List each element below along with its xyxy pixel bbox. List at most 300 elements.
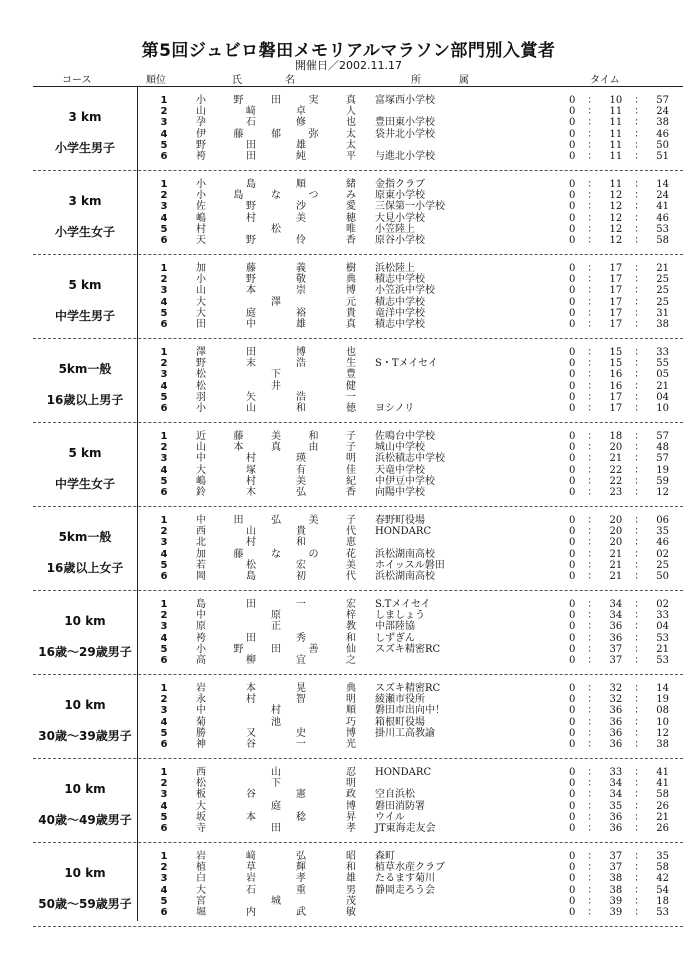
result-row: [33, 644, 683, 655]
affiliation-cell: 佐鳴台中学校: [375, 431, 435, 442]
column-header: [0, 71, 697, 85]
category-section: [33, 507, 683, 591]
affiliation-cell: 向陽中学校: [375, 487, 425, 498]
result-row: [33, 571, 683, 582]
rank-cell: 3: [160, 369, 168, 381]
rank-cell: 1: [160, 179, 168, 190]
rank-cell: 5: [160, 139, 168, 151]
rank-cell: 1: [160, 515, 168, 526]
name-cell: 西 山 忍: [196, 767, 356, 778]
category-group: 16歳以上男子: [46, 393, 124, 407]
name-cell: 中 原 梓: [196, 610, 356, 622]
affiliation-cell: 春野町役場: [375, 515, 425, 526]
affiliation-cell: S.Tメイセイ: [375, 599, 431, 610]
affiliation-cell: 掛川工高教諭: [375, 727, 435, 739]
name-cell: 若 松 宏 美: [196, 559, 356, 571]
time-cell: 0：38：42: [569, 873, 669, 885]
time-cell: 0：20：46: [569, 537, 669, 549]
category-distance: 3 km: [68, 194, 102, 208]
name-cell: 山 本 真 由 子: [196, 442, 356, 454]
rank-cell: 1: [160, 683, 168, 694]
result-row: [33, 599, 683, 610]
rank-cell: 4: [160, 548, 168, 560]
time-cell: 0：23：12: [569, 487, 669, 498]
result-row: [33, 560, 683, 571]
name-cell: 小 島 な つ み: [196, 190, 356, 202]
category-section: [33, 759, 683, 843]
category-group: 小学生女子: [54, 225, 115, 239]
result-row: [33, 235, 683, 246]
result-row: [33, 610, 683, 621]
affiliation-cell: JT東海走友会: [375, 823, 436, 834]
affiliation-cell: 磐田市出向中！: [375, 705, 445, 717]
category-distance: 5 km: [68, 278, 102, 292]
header-name-2: 名: [285, 75, 295, 86]
time-cell: 0：36：10: [569, 716, 669, 728]
rank-cell: 6: [160, 235, 168, 246]
affiliation-cell: 浜松湖南高校: [375, 548, 435, 560]
time-cell: 0：38：54: [569, 884, 669, 896]
time-cell: 0：18：57: [569, 431, 669, 442]
rank-cell: 3: [160, 201, 168, 213]
time-cell: 0：36：08: [569, 705, 669, 717]
rank-cell: 2: [160, 778, 168, 790]
time-cell: 0：37：53: [569, 655, 669, 666]
time-cell: 0：20：48: [569, 442, 669, 454]
name-cell: 野 田 雄 太: [196, 139, 356, 151]
time-cell: 0：15：33: [569, 347, 669, 358]
name-cell: 堀 内 武 敏: [196, 907, 356, 918]
result-row: [33, 403, 683, 414]
name-cell: 大 庭 裕 貴: [196, 307, 356, 319]
rank-cell: 2: [160, 442, 168, 454]
rank-cell: 3: [160, 705, 168, 717]
header-rank: 順位: [146, 75, 166, 86]
time-cell: 0：36：26: [569, 823, 669, 834]
time-cell: 0：39：53: [569, 907, 669, 918]
affiliation-cell: スズキ精密RC: [375, 643, 441, 655]
name-cell: 永 村 智 明: [196, 694, 356, 706]
affiliation-cell: しずぎん: [375, 632, 415, 644]
category-group: 50歳～59歳男子: [38, 897, 132, 911]
result-row: [33, 633, 683, 644]
rank-cell: 4: [160, 128, 168, 140]
rank-cell: 1: [160, 599, 168, 610]
name-cell: 近 藤 美 和 子: [196, 431, 356, 442]
time-cell: 0：34：02: [569, 599, 669, 610]
affiliation-cell: 豊田東小学校: [375, 117, 435, 129]
category-distance: 5km一般: [58, 530, 112, 544]
rank-cell: 4: [160, 464, 168, 476]
time-cell: 0：36：53: [569, 632, 669, 644]
rank-cell: 2: [160, 862, 168, 874]
result-row: [33, 683, 683, 694]
name-cell: 中 田 弘 美 子: [196, 515, 356, 526]
name-cell: 澤 田 博 也: [196, 347, 356, 358]
affiliation-cell: 積志中学校: [375, 274, 425, 286]
time-cell: 0：10：57: [569, 95, 669, 106]
category-group: 中学生男子: [54, 309, 115, 323]
affiliation-cell: HONDARC: [375, 767, 432, 778]
category-distance: 10 km: [64, 614, 106, 628]
result-row: [33, 285, 683, 296]
name-cell: 天 野 伶 香: [196, 235, 356, 246]
time-cell: 0：17：21: [569, 263, 669, 274]
category-section: [33, 423, 683, 507]
rank-cell: 2: [160, 358, 168, 370]
result-row: [33, 907, 683, 918]
event-date: 開催日／2002.11.17: [295, 59, 402, 72]
name-cell: 原 正 教: [196, 621, 356, 633]
name-cell: 野 末 浩 生: [196, 358, 356, 370]
name-cell: 大 塚 有 佳: [196, 464, 356, 476]
rank-cell: 6: [160, 319, 168, 330]
result-row: [33, 885, 683, 896]
affiliation-cell: 与進北小学校: [375, 151, 435, 162]
time-cell: 0：17：25: [569, 285, 669, 297]
name-cell: 佐 野 沙 愛: [196, 201, 356, 213]
time-cell: 0：20：35: [569, 526, 669, 538]
name-cell: 嶋 村 美 穂: [196, 212, 356, 224]
name-cell: 加 藤 な の 花: [196, 548, 356, 560]
name-cell: 坂 本 稔 昇: [196, 811, 356, 823]
rank-cell: 4: [160, 884, 168, 896]
header-time: タイム: [590, 75, 620, 86]
result-row: [33, 694, 683, 705]
name-cell: 小 野 敬 典: [196, 274, 356, 286]
rank-cell: 6: [160, 151, 168, 162]
result-row: [33, 621, 683, 632]
time-cell: 0：32：19: [569, 694, 669, 706]
result-row: [33, 767, 683, 778]
rank-cell: 1: [160, 347, 168, 358]
time-cell: 0：36：38: [569, 739, 669, 750]
affiliation-cell: 静岡走ろう会: [375, 884, 435, 896]
time-cell: 0：12：53: [569, 223, 669, 235]
rank-cell: 3: [160, 285, 168, 297]
rank-cell: 4: [160, 716, 168, 728]
affiliation-cell: しましょう: [375, 610, 425, 622]
time-cell: 0：11：38: [569, 117, 669, 129]
result-row: [33, 823, 683, 834]
name-cell: 山 本 崇 博: [196, 285, 356, 297]
time-cell: 0：21：50: [569, 571, 669, 582]
time-cell: 0：22：59: [569, 475, 669, 487]
name-cell: 加 藤 義 樹: [196, 263, 356, 274]
header-name-1: 氏: [232, 75, 242, 86]
time-cell: 0：35：26: [569, 800, 669, 812]
name-cell: 菊 池 巧: [196, 716, 356, 728]
category-group: 40歳～49歳男子: [38, 813, 132, 827]
category-distance: 10 km: [64, 698, 106, 712]
result-row: [33, 117, 683, 128]
time-cell: 0：33：41: [569, 767, 669, 778]
page-title: 第5回ジュビロ磐田メモリアルマラソン部門別入賞者: [141, 41, 556, 61]
header-affiliation-1: 所: [411, 75, 421, 86]
time-cell: 0：34：33: [569, 610, 669, 622]
name-cell: 神 谷 一 光: [196, 739, 356, 750]
category-section: [33, 843, 683, 927]
result-row: [33, 129, 683, 140]
affiliation-cell: 中部陸協: [375, 621, 415, 633]
rank-cell: 5: [160, 223, 168, 235]
time-cell: 0：21：57: [569, 453, 669, 465]
result-row: [33, 442, 683, 453]
affiliation-cell: HONDARC: [375, 526, 432, 538]
name-cell: 板 谷 憲 政: [196, 789, 356, 801]
rank-cell: 4: [160, 800, 168, 812]
time-cell: 0：21：25: [569, 559, 669, 571]
affiliation-cell: 浜松湖南高校: [375, 571, 435, 582]
result-row: [33, 705, 683, 716]
affiliation-cell: 磐田消防署: [375, 800, 425, 812]
time-cell: 0：11：46: [569, 128, 669, 140]
time-cell: 0：20：06: [569, 515, 669, 526]
result-row: [33, 465, 683, 476]
affiliation-cell: 大見小学校: [375, 212, 425, 224]
name-cell: 白 岩 孝 雄: [196, 873, 356, 885]
name-cell: 西 山 貴 代: [196, 526, 356, 538]
rank-cell: 3: [160, 789, 168, 801]
time-cell: 0：21：02: [569, 548, 669, 560]
category-distance: 3 km: [68, 110, 102, 124]
result-row: [33, 549, 683, 560]
name-cell: 寺 田 孝: [196, 823, 356, 834]
category-group: 16歳～29歳男子: [38, 645, 132, 659]
time-cell: 0：16：05: [569, 369, 669, 381]
name-cell: 島 田 一 宏: [196, 599, 356, 610]
time-cell: 0：32：14: [569, 683, 669, 694]
rank-cell: 6: [160, 487, 168, 498]
time-cell: 0：12：46: [569, 212, 669, 224]
category-distance: 5 km: [68, 446, 102, 460]
rank-cell: 1: [160, 95, 168, 106]
result-row: [33, 476, 683, 487]
affiliation-cell: 袋井北小学校: [375, 128, 435, 140]
time-cell: 0：22：19: [569, 464, 669, 476]
result-row: [33, 453, 683, 464]
rank-cell: 3: [160, 117, 168, 129]
category-group: 小学生男子: [54, 141, 115, 155]
header-affiliation-2: 属: [459, 75, 469, 86]
category-distance: 10 km: [64, 866, 106, 880]
time-cell: 0：11：14: [569, 179, 669, 190]
result-row: [33, 655, 683, 666]
rank-cell: 5: [160, 643, 168, 655]
affiliation-cell: ヨシノリ: [375, 403, 415, 414]
result-row: [33, 862, 683, 873]
time-cell: 0：11：51: [569, 151, 669, 162]
result-row: [33, 526, 683, 537]
rank-cell: 3: [160, 453, 168, 465]
result-row: [33, 308, 683, 319]
time-cell: 0：17：04: [569, 391, 669, 403]
time-cell: 0：17：25: [569, 274, 669, 286]
name-cell: 岩 﨑 弘 昭: [196, 851, 356, 862]
name-cell: 岩 本 晃 典: [196, 683, 356, 694]
result-row: [33, 140, 683, 151]
rank-cell: 6: [160, 823, 168, 834]
time-cell: 0：34：41: [569, 778, 669, 790]
affiliation-cell: ホイッスル磐田: [375, 559, 445, 571]
time-cell: 0：17：25: [569, 296, 669, 308]
name-cell: 村 松 唯: [196, 223, 356, 235]
name-cell: 岡 島 初 代: [196, 571, 356, 582]
category-group: 中学生女子: [54, 477, 115, 491]
result-row: [33, 347, 683, 358]
result-row: [33, 263, 683, 274]
result-row: [33, 358, 683, 369]
result-row: [33, 537, 683, 548]
affiliation-cell: 原東小学校: [375, 190, 425, 202]
category-section: [33, 171, 683, 255]
result-row: [33, 297, 683, 308]
time-cell: 0：39：18: [569, 895, 669, 907]
result-row: [33, 801, 683, 812]
rank-cell: 6: [160, 655, 168, 666]
category-section: [33, 591, 683, 675]
time-cell: 0：12：58: [569, 235, 669, 246]
name-cell: 小 山 和 徳: [196, 403, 356, 414]
time-cell: 0：17：10: [569, 403, 669, 414]
rank-cell: 1: [160, 431, 168, 442]
rank-cell: 3: [160, 537, 168, 549]
rank-cell: 5: [160, 895, 168, 907]
affiliation-cell: 小笠陸上: [375, 223, 415, 235]
affiliation-cell: 植草水産クラブ: [375, 862, 445, 874]
rank-cell: 3: [160, 621, 168, 633]
result-row: [33, 431, 683, 442]
time-cell: 0：36：04: [569, 621, 669, 633]
rank-cell: 5: [160, 811, 168, 823]
header-course: コース: [62, 75, 92, 86]
affiliation-cell: 金指クラブ: [375, 179, 425, 190]
result-row: [33, 95, 683, 106]
time-cell: 0：36：12: [569, 727, 669, 739]
rank-cell: 6: [160, 571, 168, 582]
rank-cell: 5: [160, 391, 168, 403]
result-row: [33, 274, 683, 285]
rank-cell: 1: [160, 851, 168, 862]
result-row: [33, 392, 683, 403]
category-group: 16歳以上女子: [46, 561, 124, 575]
result-row: [33, 812, 683, 823]
time-cell: 0：17：31: [569, 307, 669, 319]
result-row: [33, 179, 683, 190]
category-section: [33, 255, 683, 339]
rank-cell: 1: [160, 767, 168, 778]
name-cell: 宮 城 茂: [196, 895, 356, 907]
name-cell: 高 柳 宜 之: [196, 655, 356, 666]
affiliation-cell: 竜洋中学校: [375, 307, 425, 319]
result-row: [33, 151, 683, 162]
time-cell: 0：36：21: [569, 811, 669, 823]
affiliation-cell: ウイル: [375, 811, 405, 823]
name-cell: 田 中 雄 真: [196, 319, 356, 330]
result-row: [33, 873, 683, 884]
rank-cell: 2: [160, 610, 168, 622]
name-cell: 袴 田 秀 和: [196, 632, 356, 644]
affiliation-cell: 三保第一小学校: [375, 201, 445, 213]
time-cell: 0：11：24: [569, 106, 669, 118]
name-cell: 中 村 順: [196, 705, 356, 717]
category-section: [33, 339, 683, 423]
category-group: 30歳～39歳男子: [38, 729, 132, 743]
rank-cell: 5: [160, 727, 168, 739]
result-row: [33, 717, 683, 728]
result-row: [33, 319, 683, 330]
time-cell: 0：34：58: [569, 789, 669, 801]
result-row: [33, 224, 683, 235]
result-row: [33, 739, 683, 750]
affiliation-cell: 空自浜松: [375, 789, 415, 801]
time-cell: 0：11：50: [569, 139, 669, 151]
rank-cell: 6: [160, 739, 168, 750]
category-section: [33, 87, 683, 171]
affiliation-cell: 浜松陸上: [375, 263, 415, 274]
affiliation-cell: 積志中学校: [375, 296, 425, 308]
name-cell: 勝 又 史 博: [196, 727, 356, 739]
name-cell: 中 村 瑛 明: [196, 453, 356, 465]
rank-cell: 5: [160, 475, 168, 487]
name-cell: 松 下 明: [196, 778, 356, 790]
result-row: [33, 190, 683, 201]
name-cell: 伊 藤 郁 弥 太: [196, 128, 356, 140]
affiliation-cell: 森町: [375, 851, 395, 862]
rank-cell: 2: [160, 190, 168, 202]
result-row: [33, 896, 683, 907]
result-row: [33, 201, 683, 212]
rank-cell: 2: [160, 274, 168, 286]
result-row: [33, 789, 683, 800]
result-row: [33, 106, 683, 117]
name-cell: 大 石 重 男: [196, 884, 356, 896]
name-cell: 小 野 田 実 真: [196, 95, 356, 106]
affiliation-cell: 箱根町役場: [375, 716, 425, 728]
name-cell: 鈴 木 弘 香: [196, 487, 356, 498]
time-cell: 0：12：41: [569, 201, 669, 213]
affiliation-cell: 原谷小学校: [375, 235, 425, 246]
rank-cell: 4: [160, 632, 168, 644]
name-cell: 大 庭 博: [196, 800, 356, 812]
affiliation-cell: 天竜中学校: [375, 464, 425, 476]
name-cell: 松 井 健: [196, 380, 356, 392]
rank-cell: 2: [160, 694, 168, 706]
affiliation-cell: 浜松積志中学校: [375, 453, 445, 465]
category-section: [33, 675, 683, 759]
affiliation-cell: 中伊豆中学校: [375, 475, 435, 487]
result-row: [33, 487, 683, 498]
result-row: [33, 728, 683, 739]
result-row: [33, 778, 683, 789]
rank-cell: 4: [160, 380, 168, 392]
rank-cell: 6: [160, 907, 168, 918]
time-cell: 0：15：55: [569, 358, 669, 370]
rank-cell: 5: [160, 559, 168, 571]
name-cell: 小 野 田 善 仙: [196, 643, 356, 655]
result-row: [33, 381, 683, 392]
category-distance: 5km一般: [58, 362, 112, 376]
affiliation-cell: 城山中学校: [375, 442, 425, 454]
rank-cell: 1: [160, 263, 168, 274]
rank-cell: 2: [160, 526, 168, 538]
affiliation-cell: 富塚西小学校: [375, 95, 435, 106]
time-cell: 0：16：21: [569, 380, 669, 392]
affiliation-cell: S・Tメイセイ: [375, 358, 438, 370]
time-cell: 0：37：35: [569, 851, 669, 862]
name-cell: 大 澤 元: [196, 296, 356, 308]
result-row: [33, 213, 683, 224]
